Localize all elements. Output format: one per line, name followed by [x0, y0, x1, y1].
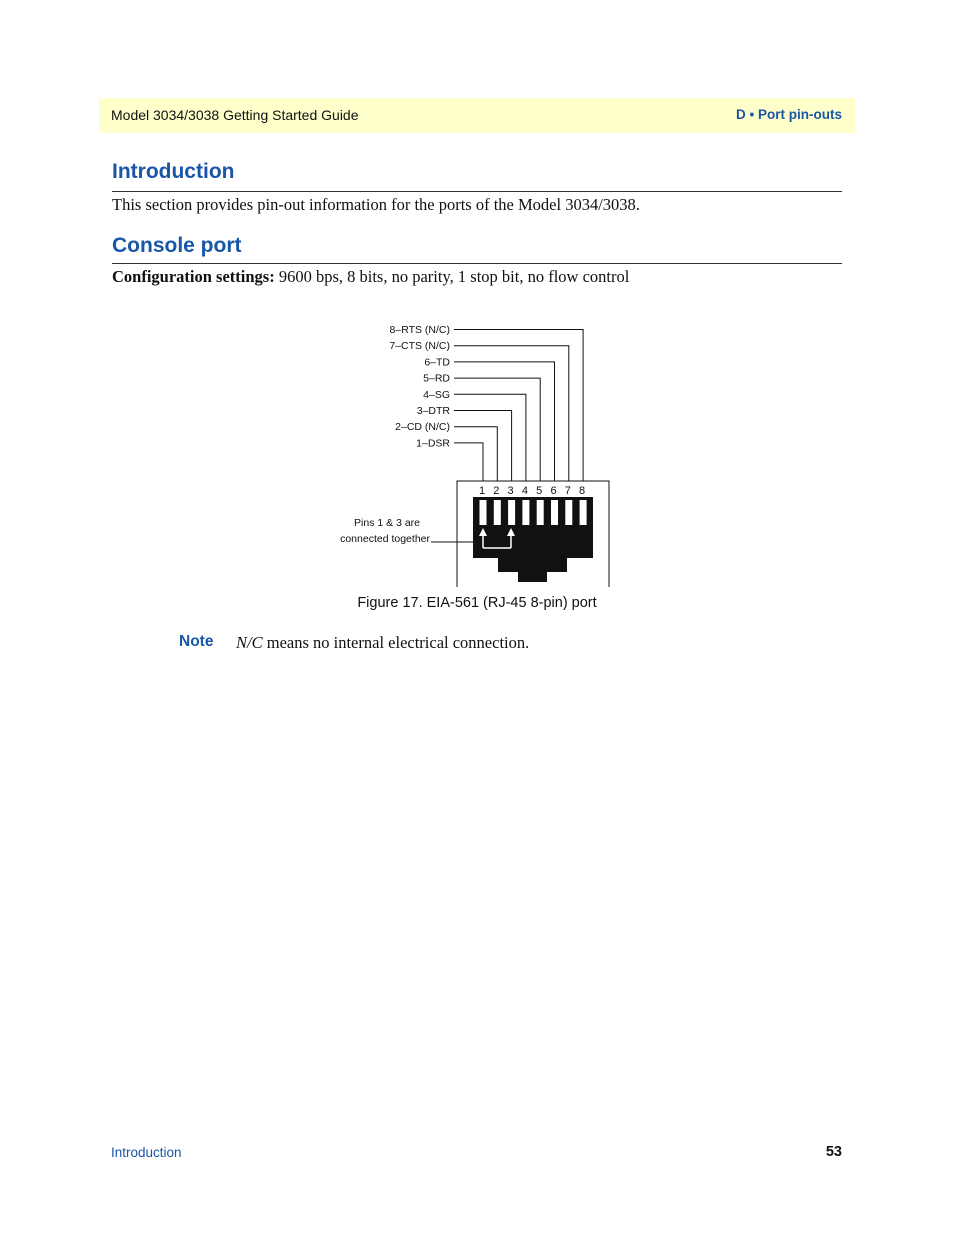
note-text: [236, 633, 529, 653]
pin-lead-lines: [454, 330, 583, 482]
pin-label: 1–DSR: [416, 437, 450, 450]
config-label: Configuration settings:: [112, 267, 275, 286]
pin-lead-line: [454, 394, 526, 481]
pin-number: 8: [579, 485, 586, 497]
config-value: 9600 bps, 8 bits, no parity, 1 stop bit, no flow control: [278, 267, 630, 286]
note-italic-term: N/C: [236, 633, 263, 652]
section-title: D • Port pin-outs: [736, 107, 842, 122]
pin-slot: [565, 500, 572, 525]
figure-caption: Figure 17. EIA-561 (RJ-45 8-pin) port: [357, 595, 597, 611]
note-label: Note: [179, 633, 214, 650]
introduction-heading: Introduction: [112, 160, 235, 183]
pin-number: 4: [521, 485, 528, 497]
pin-label: 7–CTS (N/C): [389, 340, 450, 353]
guide-title: Model 3034/3038 Getting Started Guide: [111, 107, 359, 123]
pin-lead-line: [454, 330, 583, 482]
pin-slot: [537, 500, 544, 525]
pin-slot: [508, 500, 515, 525]
pin-label: 4–SG: [423, 388, 450, 401]
introduction-text: This section provides pin-out information for the ports of the Model 3034/3038.: [112, 195, 640, 214]
pin-label: 8–RTS (N/C): [389, 324, 450, 336]
jack-body: [473, 497, 593, 582]
pin-lead-line: [454, 427, 497, 481]
pin-number: 2: [493, 485, 500, 497]
page-number: 53: [825, 1144, 842, 1160]
pin-label: 2–CD (N/C): [395, 421, 450, 434]
pin-number-group: [479, 485, 585, 497]
pin-slot: [494, 500, 501, 525]
console-port-heading: Console port: [112, 234, 242, 257]
pin-number: 3: [507, 485, 514, 497]
pin-label: 3–DTR: [416, 405, 450, 417]
pin-number: 5: [536, 485, 543, 497]
pin-number: 6: [550, 485, 557, 497]
pins-note-line1: Pins 1 & 3 are: [354, 517, 420, 529]
pin-number: 7: [564, 485, 571, 497]
footer-section: Introduction: [111, 1145, 182, 1160]
pin-label-group: [389, 324, 450, 449]
pin-lead-line: [454, 443, 483, 481]
pins-note-line2: connected together: [340, 533, 430, 545]
note-body: means no internal electrical connection.: [262, 633, 530, 652]
pin-slot: [580, 500, 587, 525]
pin-number: 1: [478, 485, 486, 497]
pin-label: 5–RD: [423, 372, 450, 385]
pin-slot: [480, 500, 487, 525]
pin-slot: [551, 500, 558, 525]
pin-slot: [522, 500, 529, 525]
pin-label: 6–TD: [424, 356, 450, 369]
pin-lead-line: [454, 362, 555, 481]
